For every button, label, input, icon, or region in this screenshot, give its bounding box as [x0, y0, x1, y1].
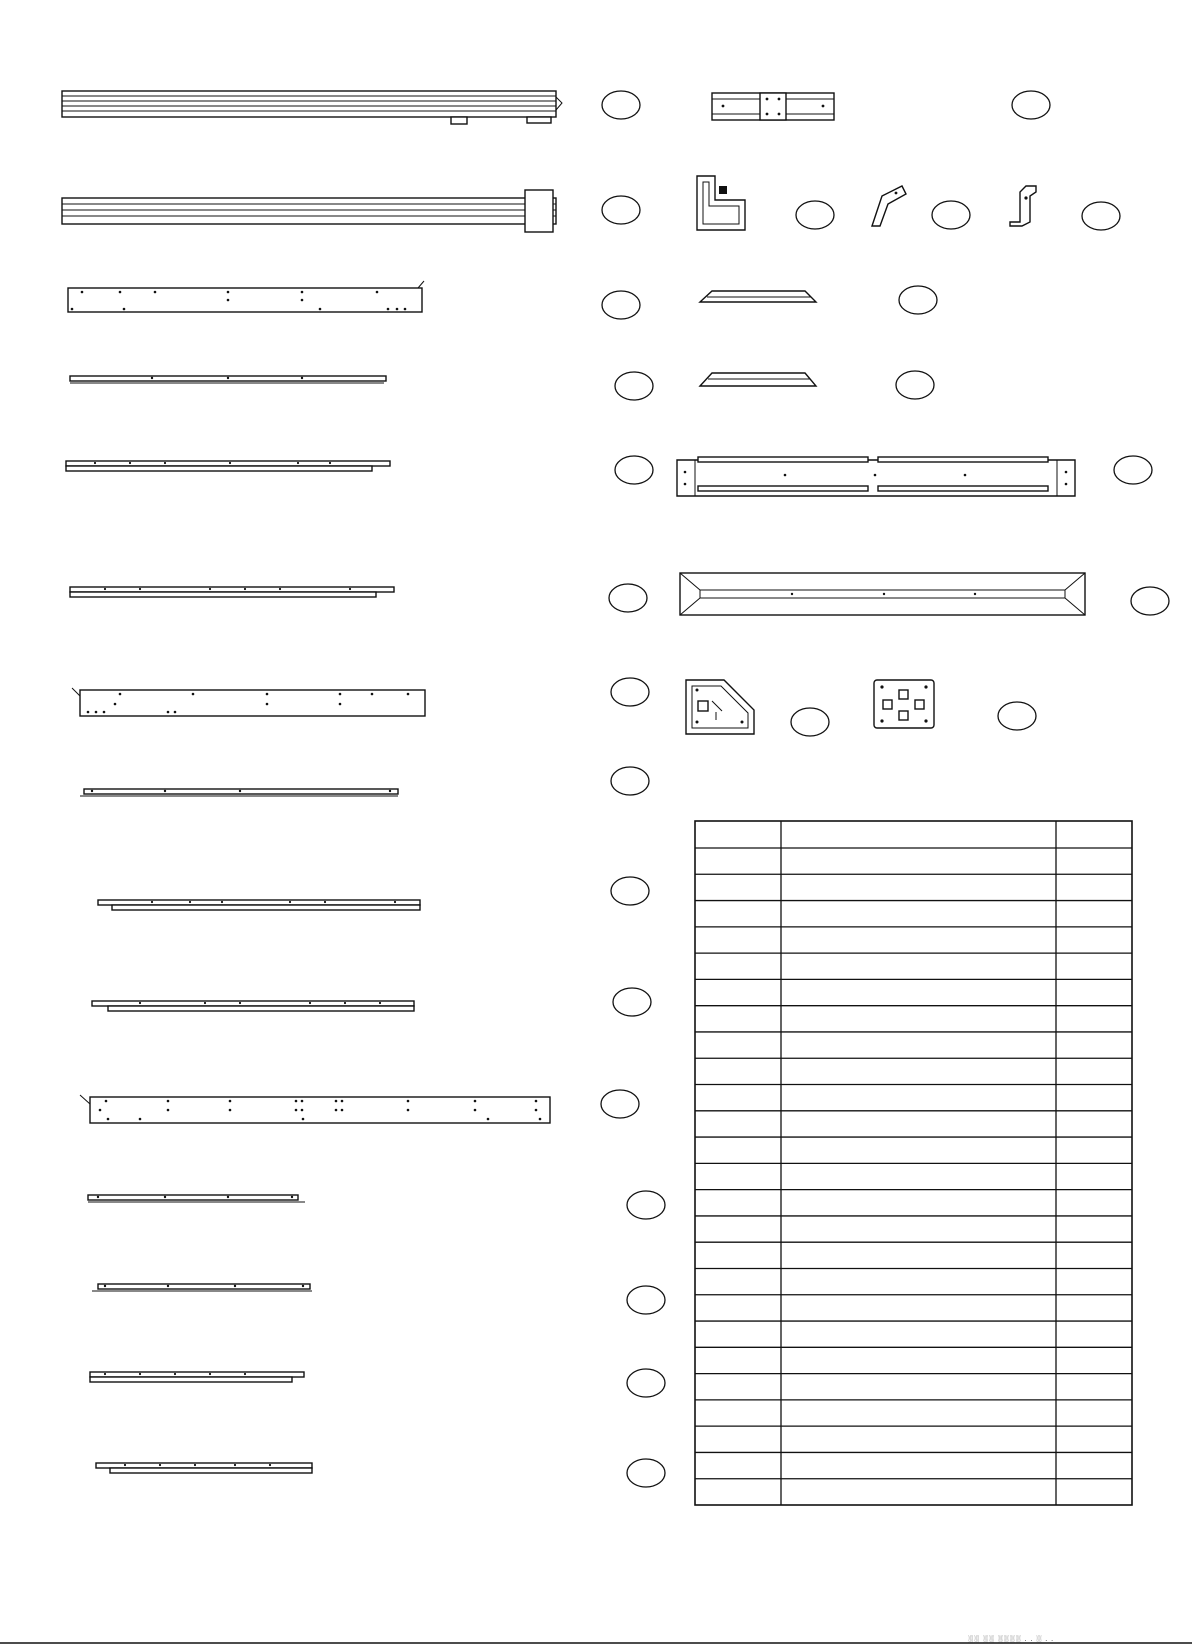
- strip-d: [70, 376, 386, 383]
- strip-m: [92, 1284, 312, 1291]
- connector-plate: [712, 93, 834, 120]
- drilled-beam-g: [72, 688, 425, 716]
- strip-h: [80, 789, 398, 796]
- corner-bracket: [697, 176, 745, 230]
- bubble-corner-bracket: [796, 201, 834, 229]
- bubble-tray-panel: [1131, 587, 1169, 615]
- strip-e: [66, 461, 390, 471]
- bubble-angle-clip: [932, 201, 970, 229]
- strip-n: [90, 1372, 304, 1382]
- bubble-connector-plate: [1012, 91, 1050, 119]
- strip-i: [98, 900, 420, 910]
- bubble-corner-gusset: [791, 708, 829, 736]
- trim-strip-b: [700, 373, 816, 386]
- rail-profile-a: [62, 91, 562, 124]
- tray-panel: [680, 573, 1085, 615]
- strip-f: [70, 587, 394, 597]
- strip-o: [96, 1463, 312, 1473]
- parts-table: [695, 821, 1132, 1505]
- z-hanger: [1010, 186, 1036, 226]
- bubble-mounting-plate: [998, 702, 1036, 730]
- angle-clip: [872, 186, 906, 226]
- drilled-beam-k: [80, 1095, 550, 1123]
- part-bubbles-left: [601, 91, 665, 1487]
- bubble-z-hanger: [1082, 202, 1120, 230]
- bubble-trim-strip-a: [899, 286, 937, 314]
- rail-profile-b: [62, 190, 556, 232]
- strip-l: [88, 1195, 305, 1202]
- bubble-frame-panel: [1114, 456, 1152, 484]
- frame-panel: [677, 457, 1075, 496]
- bubble-trim-strip-b: [896, 371, 934, 399]
- trim-strip-a: [700, 291, 816, 302]
- footer-mark: ░░ ░░ ░░░░ . . ░ . .: [968, 1636, 1055, 1643]
- strip-j: [92, 1001, 414, 1011]
- mounting-plate: [874, 680, 934, 728]
- drilled-beam-c: [68, 281, 424, 312]
- corner-gusset: [686, 680, 754, 734]
